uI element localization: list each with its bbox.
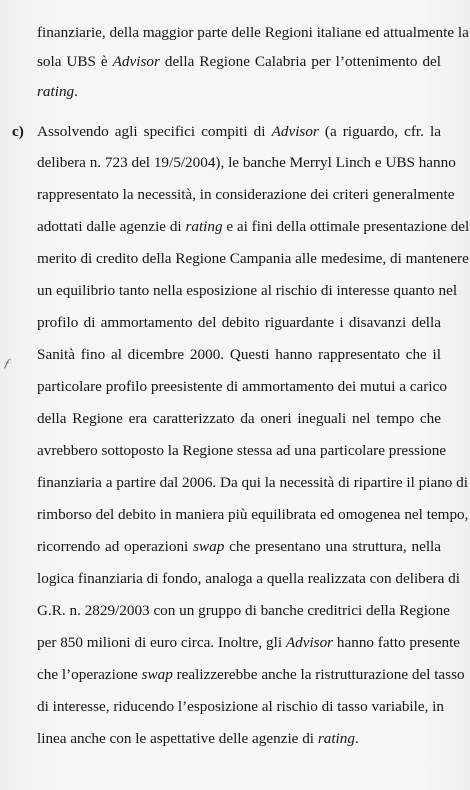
paragraph-line: finanziaria a partire dal 2006. Da qui la necessità di ripartire il piano di	[37, 474, 468, 491]
paragraph-line: della Regione era caratterizzato da oneri ineguali nel tempo che	[37, 410, 441, 427]
paragraph-line: rimborso del debito in maniera più equilibrata ed omogenea nel tempo,	[37, 506, 469, 523]
text-fragment: che presentano una struttura, nella	[224, 538, 442, 555]
list-marker: c)	[12, 123, 24, 140]
paragraph-line	[37, 218, 470, 236]
paragraph-line: merito di credito della Regione Campania alle medesime, di mantenere	[37, 250, 469, 267]
paragraph-line: un equilibrio tanto nella esposizione al rischio di interesse quanto nel	[37, 282, 458, 299]
paragraph-line	[37, 538, 441, 556]
italic-term: Advisor	[112, 53, 160, 70]
text-line: finanziarie, della maggior parte delle Regioni italiane ed attualmente la	[37, 24, 469, 41]
italic-term: Advisor	[271, 123, 319, 140]
margin-mark-icon: ƒ	[2, 354, 13, 371]
text-line	[37, 83, 441, 101]
text-fragment: per 850 milioni di euro circa. Inoltre, gli	[37, 634, 286, 651]
text-fragment: (a riguardo, cfr. la	[318, 123, 441, 140]
paragraph-line: profilo di ammortamento del debito riguardante i disavanzi della	[37, 314, 441, 331]
italic-term: Advisor	[285, 634, 334, 651]
text-fragment: che l’operazione	[37, 666, 142, 683]
text-fragment: e ai fini della ottimale presentazione del	[222, 218, 470, 235]
paragraph-line: delibera n. 723 del 19/5/2004), le banche Merryl Linch e UBS hanno	[37, 154, 456, 171]
paragraph-line: particolare profilo preesistente di ammortamento dei mutui a carico	[37, 378, 447, 395]
italic-term: swap	[193, 538, 225, 555]
italic-term: rating	[317, 730, 355, 747]
text-fragment: adottati dalle agenzie di	[37, 218, 186, 235]
paragraph-line	[37, 666, 465, 684]
paragraph-line	[37, 634, 461, 652]
paragraph-line: G.R. n. 2829/2003 con un gruppo di banche creditrici della Regione	[37, 602, 450, 619]
paragraph-line	[37, 123, 441, 141]
text-fragment: linea anche con le aspettative delle agenzie di	[37, 730, 318, 747]
text-fragment: realizzerebbe anche la ristrutturazione del tasso	[172, 666, 465, 683]
paragraph-line: di interesse, riducendo l’esposizione al rischio di tasso variabile, in	[37, 698, 444, 715]
text-fragment: sola UBS è	[37, 53, 113, 70]
text-fragment: .	[74, 83, 78, 100]
paragraph-line: Sanità fino al dicembre 2000. Questi hanno rappresentato che il	[37, 346, 441, 363]
text-fragment: Assolvendo agli specifici compiti di	[37, 123, 272, 140]
italic-term: rating	[185, 218, 223, 235]
text-fragment: hanno fatto presente	[333, 634, 461, 651]
text-fragment: ricorrendo ad operazioni	[37, 538, 194, 555]
paragraph-line	[37, 730, 441, 748]
paragraph-line: rappresentato la necessità, in considerazione dei criteri generalmente	[37, 186, 455, 203]
italic-term: swap	[141, 666, 173, 683]
paragraph-line: logica finanziaria di fondo, analoga a quella realizzata con delibera di	[37, 570, 460, 587]
text-fragment: della Regione Calabria per l’ottenimento del	[159, 53, 442, 70]
text-line	[37, 53, 441, 71]
paragraph-line: avrebbero sottoposto la Regione stessa ad una particolare pressione	[37, 442, 447, 459]
text-fragment: .	[354, 730, 359, 747]
italic-term: rating	[37, 83, 75, 100]
